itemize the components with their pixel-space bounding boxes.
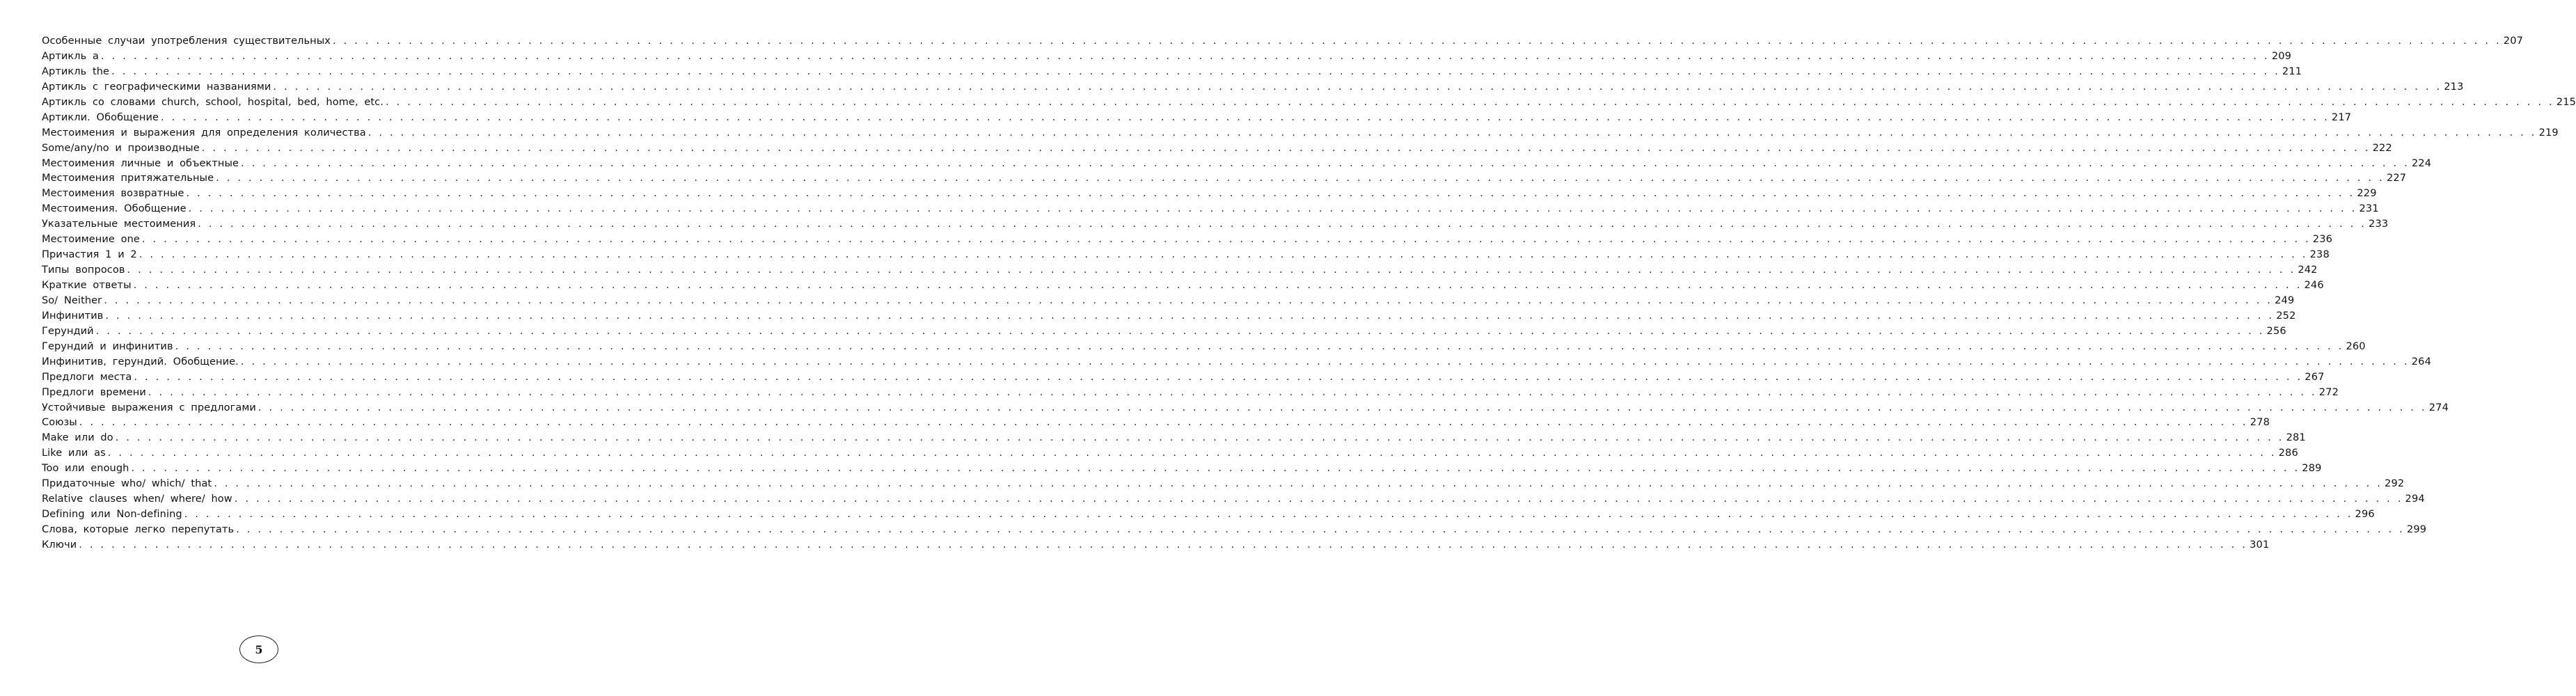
toc-entry-page: 207 [2503,35,2524,47]
dot-leader: . . . . . . . . . . . . . . . . . . . . . . . . . . . . . . . . . . . . . . . . . . . . . . . . . . . . . . . . . . . . . . . . . . . . . . . . . . . . . . . . . . . . . . . . . . . . . . . . . . . . . . . . . . . . . . . . . . . . . . . . . . . . . . . . . . . . . . . . . . . . . . . . . . . . . . . . . . . . . . . . . . . . . . . . . . . . . . . . . . . . . . . . . . . . . . . . . . . . . . . . [134,371,2303,383]
toc-entry-title: Make или do [42,432,113,444]
table-of-contents [42,34,2576,553]
toc-entry-page: 281 [2286,432,2306,444]
dot-leader: . . . . . . . . . . . . . . . . . . . . . . . . . . . . . . . . . . . . . . . . . . . . . . . . . . . . . . . . . . . . . . . . . . . . . . . . . . . . . . . . . . . . . . . . . . . . . . . . . . . . . . . . . . . . . . . . . . . . . . . . . . . . . . . . . . . . . . . . . . . . . . . . . . . . . . . . . . . . . . . . . . . . . . . . . . . . . . . . . . . . . . . . . . . . . . . . . . . . . . . . [127,264,2296,276]
toc-entry-title: Местоимение one [42,234,140,246]
toc-entry[interactable] [42,263,2318,278]
toc-entry-title: Defining или Non-defining [42,509,182,521]
toc-entry-page: 260 [2346,340,2366,352]
toc-entry-page: 236 [2312,234,2333,246]
toc-entry-title: Причастия 1 и 2 [42,249,137,261]
toc-entry-title: Инфинитив [42,310,104,322]
toc-entry[interactable] [42,141,2392,157]
toc-entry-page: 242 [2298,264,2318,276]
toc-entry-title: Артикль со словами church, school, hospital, bed, home, etc. [42,96,384,108]
toc-entry[interactable] [42,232,2333,248]
toc-entry-page: 294 [2405,493,2425,505]
toc-entry-title: Предлоги времени [42,386,146,398]
toc-entry[interactable] [42,523,2427,538]
dot-leader: . . . . . . . . . . . . . . . . . . . . . . . . . . . . . . . . . . . . . . . . . . . . . . . . . . . . . . . . . . . . . . . . . . . . . . . . . . . . . . . . . . . . . . . . . . . . . . . . . . . . . . . . . . . . . . . . . . . . . . . . . . . . . . . . . . . . . . . . . . . . . . . . . . . . . . . . . . . . . . . . . . . . . . . . . . . . . . . . . . . . . . . . . . . . . . . . . . . . . . . . [95,325,2265,337]
toc-entry[interactable] [42,65,2302,80]
toc-entry[interactable] [42,309,2296,324]
toc-entry-page: 222 [2372,142,2392,154]
dot-leader: . . . . . . . . . . . . . . . . . . . . . . . . . . . . . . . . . . . . . . . . . . . . . . . . . . . . . . . . . . . . . . . . . . . . . . . . . . . . . . . . . . . . . . . . . . . . . . . . . . . . . . . . . . . . . . . . . . . . . . . . . . . . . . . . . . . . . . . . . . . . . . . . . . . . . . . . . . . . . . . . . . . . . . . . . . . . . . . . . . . . . . . . . . . . . . . . . . . . . . . . [79,417,2248,429]
toc-entry-page: 224 [2411,157,2432,169]
dot-leader: . . . . . . . . . . . . . . . . . . . . . . . . . . . . . . . . . . . . . . . . . . . . . . . . . . . . . . . . . . . . . . . . . . . . . . . . . . . . . . . . . . . . . . . . . . . . . . . . . . . . . . . . . . . . . . . . . . . . . . . . . . . . . . . . . . . . . . . . . . . . . . . . . . . . . . . . . . . . . . . . . . . . . . . . . . . . . . . . . . . . . . . . . . . . . . . . . . . . . . . . [385,96,2554,108]
toc-entry-title: Устойчивые выражения с предлогами [42,402,256,413]
toc-entry-title: Местоимения и выражения для определения количества [42,127,366,139]
toc-entry[interactable] [42,111,2352,126]
dot-leader: . . . . . . . . . . . . . . . . . . . . . . . . . . . . . . . . . . . . . . . . . . . . . . . . . . . . . . . . . . . . . . . . . . . . . . . . . . . . . . . . . . . . . . . . . . . . . . . . . . . . . . . . . . . . . . . . . . . . . . . . . . . . . . . . . . . . . . . . . . . . . . . . . . . . . . . . . . . . . . . . . . . . . . . . . . . . . . . . . . . . . . . . . . . . . . . . . . . . . . . . [133,280,2302,291]
toc-entry-page: 217 [2331,111,2352,123]
toc-entry[interactable] [42,95,2576,111]
dot-leader: . . . . . . . . . . . . . . . . . . . . . . . . . . . . . . . . . . . . . . . . . . . . . . . . . . . . . . . . . . . . . . . . . . . . . . . . . . . . . . . . . . . . . . . . . . . . . . . . . . . . . . . . . . . . . . . . . . . . . . . . . . . . . . . . . . . . . . . . . . . . . . . . . . . . . . . . . . . . . . . . . . . . . . . . . . . . . . . . . . . . . . . . . . . . . . . . . . . . . . . . [148,386,2317,398]
dot-leader: . . . . . . . . . . . . . . . . . . . . . . . . . . . . . . . . . . . . . . . . . . . . . . . . . . . . . . . . . . . . . . . . . . . . . . . . . . . . . . . . . . . . . . . . . . . . . . . . . . . . . . . . . . . . . . . . . . . . . . . . . . . . . . . . . . . . . . . . . . . . . . . . . . . . . . . . . . . . . . . . . . . . . . . . . . . . . . . . . . . . . . . . . . . . . . . . . . . . . . . . [107,448,2277,459]
page-number: 5 [255,642,263,656]
toc-entry-page: 289 [2302,463,2322,475]
dot-leader: . . . . . . . . . . . . . . . . . . . . . . . . . . . . . . . . . . . . . . . . . . . . . . . . . . . . . . . . . . . . . . . . . . . . . . . . . . . . . . . . . . . . . . . . . . . . . . . . . . . . . . . . . . . . . . . . . . . . . . . . . . . . . . . . . . . . . . . . . . . . . . . . . . . . . . . . . . . . . . . . . . . . . . . . . . . . . . . . . . . . . . . . . . . . . . . . . . . . . . . . [332,35,2502,47]
toc-entry[interactable] [42,202,2379,217]
page-number-badge [239,635,278,663]
toc-entry[interactable] [42,416,2270,431]
toc-entry-title: Артикль a [42,50,99,62]
dot-leader: . . . . . . . . . . . . . . . . . . . . . . . . . . . . . . . . . . . . . . . . . . . . . . . . . . . . . . . . . . . . . . . . . . . . . . . . . . . . . . . . . . . . . . . . . . . . . . . . . . . . . . . . . . . . . . . . . . . . . . . . . . . . . . . . . . . . . . . . . . . . . . . . . . . . . . . . . . . . . . . . . . . . . . . . . . . . . . . . . . . . . . . . . . . . . . . . . . . . . . . . [236,524,2405,535]
dot-leader: . . . . . . . . . . . . . . . . . . . . . . . . . . . . . . . . . . . . . . . . . . . . . . . . . . . . . . . . . . . . . . . . . . . . . . . . . . . . . . . . . . . . . . . . . . . . . . . . . . . . . . . . . . . . . . . . . . . . . . . . . . . . . . . . . . . . . . . . . . . . . . . . . . . . . . . . . . . . . . . . . . . . . . . . . . . . . . . . . . . . . . . . . . . . . . . . . . . . . . . . [240,356,2410,367]
toc-entry-title: Указательные местоимения [42,219,196,230]
toc-entry-title: So/ Neither [42,294,102,306]
toc-entry-page: 301 [2250,539,2270,551]
toc-entry[interactable] [42,492,2425,507]
dot-leader: . . . . . . . . . . . . . . . . . . . . . . . . . . . . . . . . . . . . . . . . . . . . . . . . . . . . . . . . . . . . . . . . . . . . . . . . . . . . . . . . . . . . . . . . . . . . . . . . . . . . . . . . . . . . . . . . . . . . . . . . . . . . . . . . . . . . . . . . . . . . . . . . . . . . . . . . . . . . . . . . . . . . . . . . . . . . . . . . . . . . . . . . . . . . . . . . . . . . . . . . [139,249,2308,261]
toc-entry-page: 299 [2406,524,2427,535]
dot-leader: . . . . . . . . . . . . . . . . . . . . . . . . . . . . . . . . . . . . . . . . . . . . . . . . . . . . . . . . . . . . . . . . . . . . . . . . . . . . . . . . . . . . . . . . . . . . . . . . . . . . . . . . . . . . . . . . . . . . . . . . . . . . . . . . . . . . . . . . . . . . . . . . . . . . . . . . . . . . . . . . . . . . . . . . . . . . . . . . . . . . . . . . . . . . . . . . . . . . . . . . [105,310,2275,322]
toc-entry-page: 264 [2411,356,2431,367]
toc-entry[interactable] [42,461,2322,477]
toc-entry-title: Герундий и инфинитив [42,340,173,352]
dot-leader: . . . . . . . . . . . . . . . . . . . . . . . . . . . . . . . . . . . . . . . . . . . . . . . . . . . . . . . . . . . . . . . . . . . . . . . . . . . . . . . . . . . . . . . . . . . . . . . . . . . . . . . . . . . . . . . . . . . . . . . . . . . . . . . . . . . . . . . . . . . . . . . . . . . . . . . . . . . . . . . . . . . . . . . . . . . . . . . . . . . . . . . . . . . . . . . . . . . . . . . . [184,509,2353,521]
dot-leader: . . . . . . . . . . . . . . . . . . . . . . . . . . . . . . . . . . . . . . . . . . . . . . . . . . . . . . . . . . . . . . . . . . . . . . . . . . . . . . . . . . . . . . . . . . . . . . . . . . . . . . . . . . . . . . . . . . . . . . . . . . . . . . . . . . . . . . . . . . . . . . . . . . . . . . . . . . . . . . . . . . . . . . . . . . . . . . . . . . . . . . . . . . . . . . . . . . . . . . . . [111,65,2280,77]
dot-leader: . . . . . . . . . . . . . . . . . . . . . . . . . . . . . . . . . . . . . . . . . . . . . . . . . . . . . . . . . . . . . . . . . . . . . . . . . . . . . . . . . . . . . . . . . . . . . . . . . . . . . . . . . . . . . . . . . . . . . . . . . . . . . . . . . . . . . . . . . . . . . . . . . . . . . . . . . . . . . . . . . . . . . . . . . . . . . . . . . . . . . . . . . . . . . . . . . . . . . . . . [214,478,2383,490]
toc-entry-page: 238 [2309,249,2330,261]
toc-entry-page: 209 [2271,50,2292,62]
dot-leader: . . . . . . . . . . . . . . . . . . . . . . . . . . . . . . . . . . . . . . . . . . . . . . . . . . . . . . . . . . . . . . . . . . . . . . . . . . . . . . . . . . . . . . . . . . . . . . . . . . . . . . . . . . . . . . . . . . . . . . . . . . . . . . . . . . . . . . . . . . . . . . . . . . . . . . . . . . . . . . . . . . . . . . . . . . . . . . . . . . . . . . . . . . . . . . . . . . . . . . . . [115,432,2284,444]
toc-entry[interactable] [42,248,2330,263]
toc-entry-page: 286 [2278,448,2298,459]
toc-entry-page: 249 [2275,294,2295,306]
toc-entry-title: Some/any/no и производные [42,142,200,154]
toc-entry-page: 278 [2250,417,2270,429]
dot-leader: . . . . . . . . . . . . . . . . . . . . . . . . . . . . . . . . . . . . . . . . . . . . . . . . . . . . . . . . . . . . . . . . . . . . . . . . . . . . . . . . . . . . . . . . . . . . . . . . . . . . . . . . . . . . . . . . . . . . . . . . . . . . . . . . . . . . . . . . . . . . . . . . . . . . . . . . . . . . . . . . . . . . . . . . . . . . . . . . . . . . . . . . . . . . . . . . . . . . . . . . [258,402,2427,413]
dot-leader: . . . . . . . . . . . . . . . . . . . . . . . . . . . . . . . . . . . . . . . . . . . . . . . . . . . . . . . . . . . . . . . . . . . . . . . . . . . . . . . . . . . . . . . . . . . . . . . . . . . . . . . . . . . . . . . . . . . . . . . . . . . . . . . . . . . . . . . . . . . . . . . . . . . . . . . . . . . . . . . . . . . . . . . . . . . . . . . . . . . . . . . . . . . . . . . . . . . . . . . . [104,294,2273,306]
toc-entry[interactable] [42,401,2449,416]
dot-leader: . . . . . . . . . . . . . . . . . . . . . . . . . . . . . . . . . . . . . . . . . . . . . . . . . . . . . . . . . . . . . . . . . . . . . . . . . . . . . . . . . . . . . . . . . . . . . . . . . . . . . . . . . . . . . . . . . . . . . . . . . . . . . . . . . . . . . . . . . . . . . . . . . . . . . . . . . . . . . . . . . . . . . . . . . . . . . . . . . . . . . . . . . . . . . . . . . . . . . . . . [161,111,2330,123]
toc-entry[interactable] [42,370,2325,386]
dot-leader: . . . . . . . . . . . . . . . . . . . . . . . . . . . . . . . . . . . . . . . . . . . . . . . . . . . . . . . . . . . . . . . . . . . . . . . . . . . . . . . . . . . . . . . . . . . . . . . . . . . . . . . . . . . . . . . . . . . . . . . . . . . . . . . . . . . . . . . . . . . . . . . . . . . . . . . . . . . . . . . . . . . . . . . . . . . . . . . . . . . . . . . . . . . . . . . . . . . . . . . . [186,188,2355,200]
toc-entry[interactable] [42,324,2286,340]
toc-entry[interactable] [42,355,2431,370]
toc-entry-page: 296 [2355,509,2375,521]
toc-entry[interactable] [42,340,2366,355]
toc-entry[interactable] [42,507,2375,523]
toc-entry-page: 231 [2359,203,2379,215]
toc-entry-page: 292 [2385,478,2405,490]
toc-entry-page: 213 [2444,81,2464,93]
dot-leader: . . . . . . . . . . . . . . . . . . . . . . . . . . . . . . . . . . . . . . . . . . . . . . . . . . . . . . . . . . . . . . . . . . . . . . . . . . . . . . . . . . . . . . . . . . . . . . . . . . . . . . . . . . . . . . . . . . . . . . . . . . . . . . . . . . . . . . . . . . . . . . . . . . . . . . . . . . . . . . . . . . . . . . . . . . . . . . . . . . . . . . . . . . . . . . . . . . . . . . . . [175,340,2344,352]
toc-entry-page: 229 [2357,188,2377,200]
toc-entry-title: Relative clauses when/ where/ how [42,493,232,505]
toc-entry-page: 267 [2305,371,2325,383]
toc-entry-page: 211 [2282,65,2302,77]
dot-leader: . . . . . . . . . . . . . . . . . . . . . . . . . . . . . . . . . . . . . . . . . . . . . . . . . . . . . . . . . . . . . . . . . . . . . . . . . . . . . . . . . . . . . . . . . . . . . . . . . . . . . . . . . . . . . . . . . . . . . . . . . . . . . . . . . . . . . . . . . . . . . . . . . . . . . . . . . . . . . . . . . . . . . . . . . . . . . . . . . . . . . . . . . . . . . . . . . . . . . . . . [79,539,2248,551]
toc-entry-page: 246 [2304,280,2324,291]
toc-entry[interactable] [42,126,2559,141]
toc-entry[interactable] [42,477,2405,492]
dot-leader: . . . . . . . . . . . . . . . . . . . . . . . . . . . . . . . . . . . . . . . . . . . . . . . . . . . . . . . . . . . . . . . . . . . . . . . . . . . . . . . . . . . . . . . . . . . . . . . . . . . . . . . . . . . . . . . . . . . . . . . . . . . . . . . . . . . . . . . . . . . . . . . . . . . . . . . . . . . . . . . . . . . . . . . . . . . . . . . . . . . . . . . . . . . . . . . . . . . . . . . . [201,142,2371,154]
toc-entry[interactable] [42,157,2432,172]
toc-entry-page: 215 [2556,96,2576,108]
toc-entry-page: 227 [2386,173,2407,184]
dot-leader: . . . . . . . . . . . . . . . . . . . . . . . . . . . . . . . . . . . . . . . . . . . . . . . . . . . . . . . . . . . . . . . . . . . . . . . . . . . . . . . . . . . . . . . . . . . . . . . . . . . . . . . . . . . . . . . . . . . . . . . . . . . . . . . . . . . . . . . . . . . . . . . . . . . . . . . . . . . . . . . . . . . . . . . . . . . . . . . . . . . . . . . . . . . . . . . . . . . . . . . . [198,219,2367,230]
toc-entry[interactable] [42,538,2270,553]
dot-leader: . . . . . . . . . . . . . . . . . . . . . . . . . . . . . . . . . . . . . . . . . . . . . . . . . . . . . . . . . . . . . . . . . . . . . . . . . . . . . . . . . . . . . . . . . . . . . . . . . . . . . . . . . . . . . . . . . . . . . . . . . . . . . . . . . . . . . . . . . . . . . . . . . . . . . . . . . . . . . . . . . . . . . . . . . . . . . . . . . . . . . . . . . . . . . . . . . . . . . . . . [273,81,2442,93]
toc-entry-title: Ключи [42,539,77,551]
dot-leader: . . . . . . . . . . . . . . . . . . . . . . . . . . . . . . . . . . . . . . . . . . . . . . . . . . . . . . . . . . . . . . . . . . . . . . . . . . . . . . . . . . . . . . . . . . . . . . . . . . . . . . . . . . . . . . . . . . . . . . . . . . . . . . . . . . . . . . . . . . . . . . . . . . . . . . . . . . . . . . . . . . . . . . . . . . . . . . . . . . . . . . . . . . . . . . . . . . . . . . . . [368,127,2537,139]
toc-entry-title: Like или as [42,448,106,459]
toc-entry[interactable] [42,80,2464,95]
dot-leader: . . . . . . . . . . . . . . . . . . . . . . . . . . . . . . . . . . . . . . . . . . . . . . . . . . . . . . . . . . . . . . . . . . . . . . . . . . . . . . . . . . . . . . . . . . . . . . . . . . . . . . . . . . . . . . . . . . . . . . . . . . . . . . . . . . . . . . . . . . . . . . . . . . . . . . . . . . . . . . . . . . . . . . . . . . . . . . . . . . . . . . . . . . . . . . . . . . . . . . . . [241,157,2410,169]
dot-leader: . . . . . . . . . . . . . . . . . . . . . . . . . . . . . . . . . . . . . . . . . . . . . . . . . . . . . . . . . . . . . . . . . . . . . . . . . . . . . . . . . . . . . . . . . . . . . . . . . . . . . . . . . . . . . . . . . . . . . . . . . . . . . . . . . . . . . . . . . . . . . . . . . . . . . . . . . . . . . . . . . . . . . . . . . . . . . . . . . . . . . . . . . . . . . . . . . . . . . . . . [141,234,2311,246]
toc-entry[interactable] [42,217,2389,232]
toc-entry-title: Местоимения личные и объектные [42,157,239,169]
toc-entry-page: 256 [2266,325,2286,337]
toc-entry-page: 219 [2538,127,2559,139]
toc-entry-title: Союзы [42,417,77,429]
toc-entry-title: Местоимения притяжательные [42,173,214,184]
toc-entry[interactable] [42,171,2407,187]
toc-entry[interactable] [42,34,2524,49]
toc-entry-page: 272 [2318,386,2339,398]
dot-leader: . . . . . . . . . . . . . . . . . . . . . . . . . . . . . . . . . . . . . . . . . . . . . . . . . . . . . . . . . . . . . . . . . . . . . . . . . . . . . . . . . . . . . . . . . . . . . . . . . . . . . . . . . . . . . . . . . . . . . . . . . . . . . . . . . . . . . . . . . . . . . . . . . . . . . . . . . . . . . . . . . . . . . . . . . . . . . . . . . . . . . . . . . . . . . . . . . . . . . . . . [188,203,2357,215]
toc-entry-title: Слова, которые легко перепутать [42,524,235,535]
toc-entry-page: 252 [2276,310,2296,322]
toc-entry[interactable] [42,431,2306,446]
toc-entry[interactable] [42,386,2339,401]
toc-entry-title: Артикль с географическими названиями [42,81,271,93]
toc-entry[interactable] [42,187,2377,202]
toc-entry-title: Краткие ответы [42,280,132,291]
dot-leader: . . . . . . . . . . . . . . . . . . . . . . . . . . . . . . . . . . . . . . . . . . . . . . . . . . . . . . . . . . . . . . . . . . . . . . . . . . . . . . . . . . . . . . . . . . . . . . . . . . . . . . . . . . . . . . . . . . . . . . . . . . . . . . . . . . . . . . . . . . . . . . . . . . . . . . . . . . . . . . . . . . . . . . . . . . . . . . . . . . . . . . . . . . . . . . . . . . . . . . . . [131,463,2300,475]
toc-entry-title: Артикль the [42,65,110,77]
toc-entry-title: Too или enough [42,463,129,475]
toc-entry-title: Местоимения возвратные [42,188,184,200]
toc-entry[interactable] [42,294,2295,309]
toc-entry[interactable] [42,278,2324,294]
toc-entry[interactable] [42,49,2292,65]
toc-entry-page: 274 [2428,402,2449,413]
toc-entry-title: Предлоги места [42,371,132,383]
toc-entry-title: Особенные случаи употребления существительных [42,35,331,47]
dot-leader: . . . . . . . . . . . . . . . . . . . . . . . . . . . . . . . . . . . . . . . . . . . . . . . . . . . . . . . . . . . . . . . . . . . . . . . . . . . . . . . . . . . . . . . . . . . . . . . . . . . . . . . . . . . . . . . . . . . . . . . . . . . . . . . . . . . . . . . . . . . . . . . . . . . . . . . . . . . . . . . . . . . . . . . . . . . . . . . . . . . . . . . . . . . . . . . . . . . . . . . . [100,50,2270,62]
toc-entry[interactable] [42,446,2298,461]
dot-leader: . . . . . . . . . . . . . . . . . . . . . . . . . . . . . . . . . . . . . . . . . . . . . . . . . . . . . . . . . . . . . . . . . . . . . . . . . . . . . . . . . . . . . . . . . . . . . . . . . . . . . . . . . . . . . . . . . . . . . . . . . . . . . . . . . . . . . . . . . . . . . . . . . . . . . . . . . . . . . . . . . . . . . . . . . . . . . . . . . . . . . . . . . . . . . . . . . . . . . . . . [234,493,2403,505]
toc-entry-title: Местоимения. Обобщение [42,203,187,215]
dot-leader: . . . . . . . . . . . . . . . . . . . . . . . . . . . . . . . . . . . . . . . . . . . . . . . . . . . . . . . . . . . . . . . . . . . . . . . . . . . . . . . . . . . . . . . . . . . . . . . . . . . . . . . . . . . . . . . . . . . . . . . . . . . . . . . . . . . . . . . . . . . . . . . . . . . . . . . . . . . . . . . . . . . . . . . . . . . . . . . . . . . . . . . . . . . . . . . . . . . . . . . . [216,173,2385,184]
toc-entry-title: Герундий [42,325,94,337]
toc-entry-title: Придаточные who/ which/ that [42,478,212,490]
toc-entry-title: Типы вопросов [42,264,125,276]
toc-entry-page: 233 [2369,219,2389,230]
toc-entry-title: Инфинитив, герундий. Обобщение. [42,356,239,367]
toc-entry-title: Артикли. Обобщение [42,111,159,123]
